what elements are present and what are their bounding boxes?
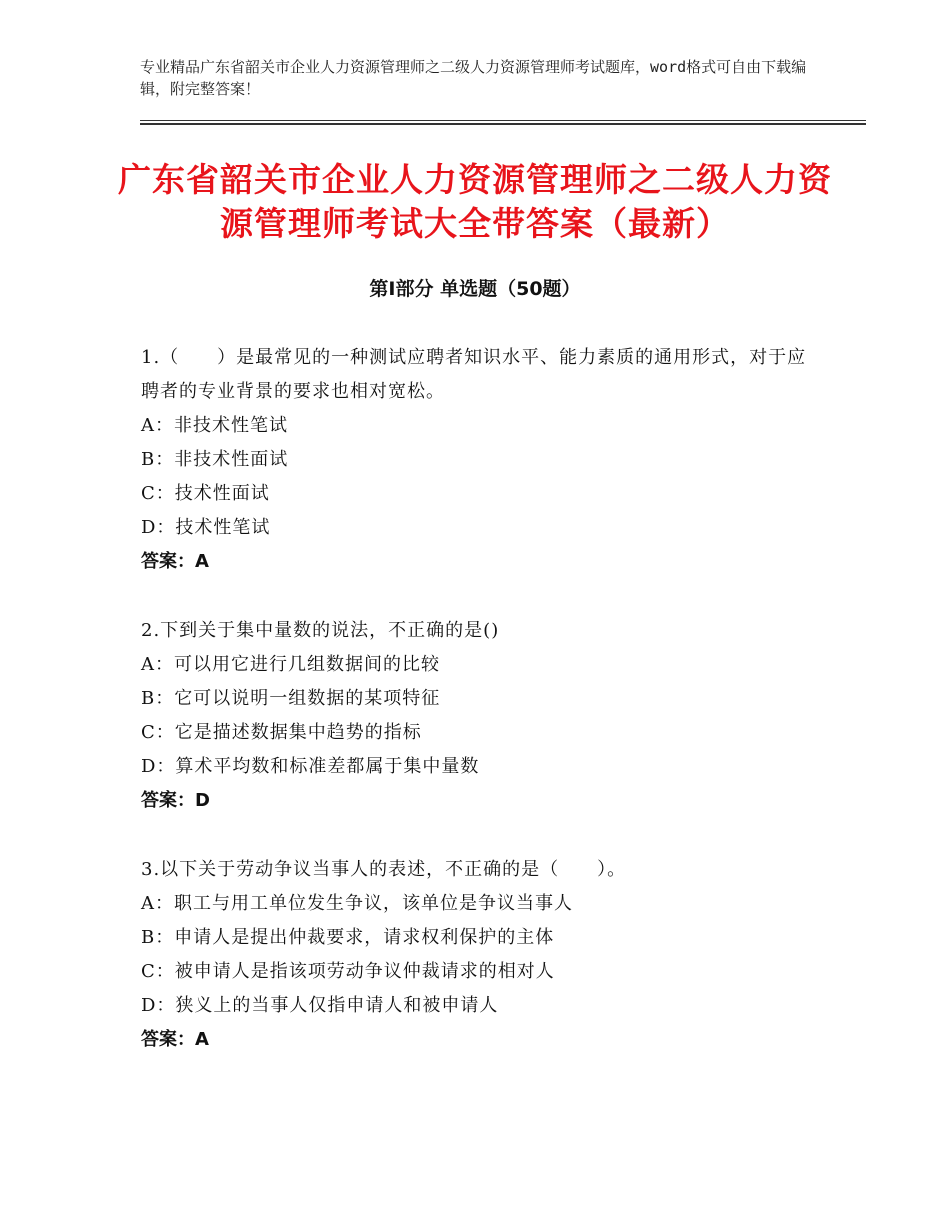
- option-b: B：申请人是提出仲裁要求，请求权利保护的主体: [141, 927, 555, 948]
- header-divider-thick: [140, 123, 866, 125]
- option-d: D：狭义上的当事人仅指申请人和被申请人: [141, 995, 499, 1016]
- option-c: C：被申请人是指该项劳动争议仲裁请求的相对人: [141, 961, 555, 982]
- question-stem: 3.以下关于劳动争议当事人的表述，不正确的是（ ）。: [141, 859, 627, 880]
- question-3: [141, 853, 821, 1057]
- option-d: D：算术平均数和标准差都属于集中量数: [141, 756, 480, 777]
- answer: 答案：A: [141, 551, 209, 572]
- question-1: [141, 341, 821, 579]
- option-a: A：非技术性笔试: [141, 415, 288, 436]
- header-divider-thin: [140, 120, 866, 121]
- option-c: C：技术性面试: [141, 483, 270, 504]
- document-title: 广东省韶关市企业人力资源管理师之二级人力资源管理师考试大全带答案（最新）: [118, 160, 832, 243]
- option-c: C：它是描述数据集中趋势的指标: [141, 722, 422, 743]
- header-note: 专业精品广东省韶关市企业人力资源管理师之二级人力资源管理师考试题库，word格式可自由下载编辑，附完整答案！: [140, 58, 807, 98]
- question-stem: 1.（ ）是最常见的一种测试应聘者知识水平、能力素质的通用形式，对于应聘者的专业背景的要求也相对宽松。: [141, 347, 807, 402]
- question-stem: 2.下到关于集中量数的说法，不正确的是(): [141, 620, 500, 641]
- answer: 答案：A: [141, 1029, 209, 1050]
- option-d: D：技术性笔试: [141, 517, 271, 538]
- answer: 答案：D: [141, 790, 210, 811]
- section-title: 第Ⅰ部分 单选题（50题）: [369, 278, 581, 300]
- option-b: B：非技术性面试: [141, 449, 289, 470]
- question-2: [141, 614, 821, 818]
- option-b: B：它可以说明一组数据的某项特征: [141, 688, 441, 709]
- option-a: A：可以用它进行几组数据间的比较: [141, 654, 440, 675]
- option-a: A：职工与用工单位发生争议，该单位是争议当事人: [141, 893, 573, 914]
